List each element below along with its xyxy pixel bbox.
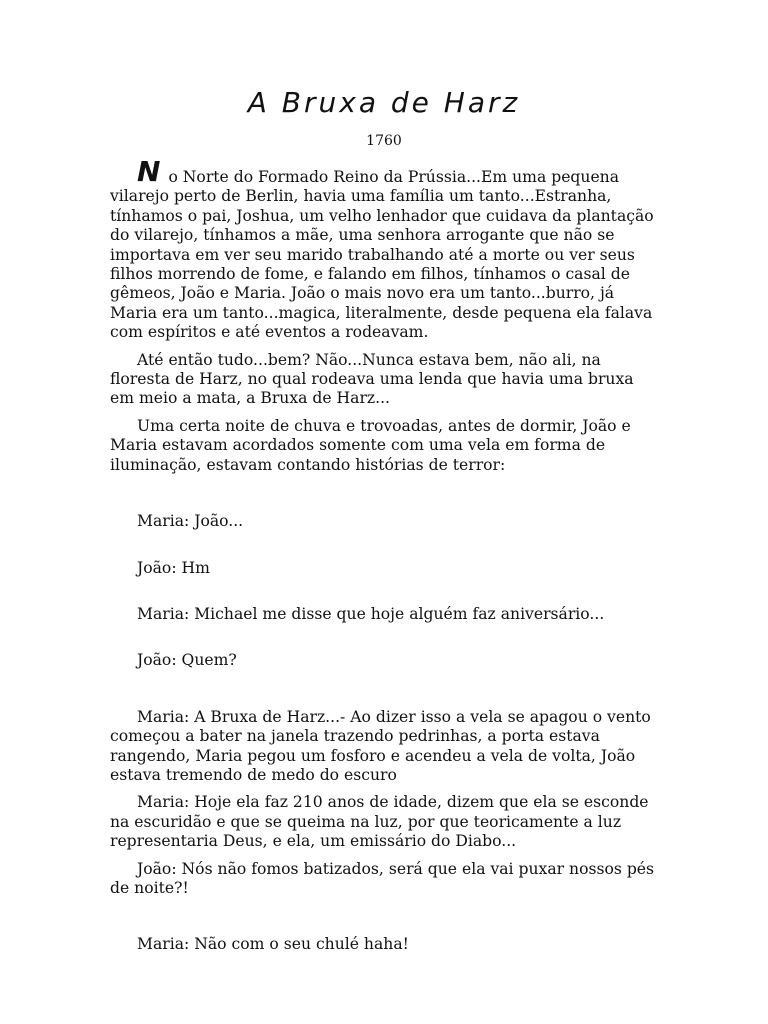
spacer <box>110 785 658 793</box>
document-body <box>110 155 658 955</box>
dialogue-line-7: João: Nós não fomos batizados, será que ela vai puxar nossos pés de noite?! <box>110 859 655 897</box>
spacer <box>110 409 658 417</box>
spacer <box>110 898 658 935</box>
dialogue-line-2: João: Hm <box>137 558 210 577</box>
document-year: 1760 <box>366 133 402 149</box>
paragraph-1-text: o Norte do Formado Reino da Prússia...Em uma pequena vilarejo perto de Berlin, havia uma família um tanto...Estranha, tínhamos o pai, Joshua, um velho lenhador que cuidava da plantação do vilarejo, tínhamos a mãe, uma senhora arrogante que não se importava em ver seu marido trabalhando até a morte ou ver seus filhos morrendo de fome, e falando em filhos, tínhamos o casal de gêmeos, João e Maria. João o mais novo era um tanto...burro, já Maria era um tanto...magica, literalmente, desde pequena ela falava com espíritos e até eventos a rodeavam. <box>110 168 654 342</box>
dialogue-line-4: João: Quem? <box>137 651 237 670</box>
spacer <box>110 624 658 651</box>
spacer <box>110 475 658 512</box>
spacer <box>110 343 658 351</box>
dialogue-line-1: Maria: João... <box>137 512 244 531</box>
dialogue-line-3: Maria: Michael me disse que hoje alguém faz aniversário... <box>137 604 605 623</box>
dialogue-line-8: Maria: Não com o seu chulé haha! <box>137 935 409 954</box>
paragraph-2: Até então tudo...bem? Não...Nunca estava bem, não ali, na floresta de Harz, no qual rodeava uma lenda que havia uma bruxa em meio a mata, a Bruxa de Harz... <box>110 350 634 408</box>
paragraph-1 <box>110 155 658 343</box>
spacer <box>110 671 658 708</box>
spacer <box>110 852 658 860</box>
spacer <box>110 578 658 605</box>
paragraph-3: Uma certa noite de chuva e trovoadas, antes de dormir, João e Maria estavam acordados somente com uma vela em forma de iluminação, estavam contando histórias de terror: <box>110 416 631 474</box>
document-title: A Bruxa de Harz <box>247 86 521 119</box>
dialogue-line-6: Maria: Hoje ela faz 210 anos de idade, dizem que ela se esconde na escuridão e que se queima na luz, por que teoricamente a luz representaria Deus, e ela, um emissário do Diabo... <box>110 793 649 851</box>
dialogue-line-5: Maria: A Bruxa de Harz...- Ao dizer isso a vela se apagou o vento começou a bater na janela trazendo pedrinhas, a porta estava rangendo, Maria pegou um fosforo e acendeu a vela de volta, João estava tremendo de medo do escuro <box>110 707 651 784</box>
spacer <box>110 532 658 559</box>
drop-cap-letter: N <box>137 155 161 188</box>
